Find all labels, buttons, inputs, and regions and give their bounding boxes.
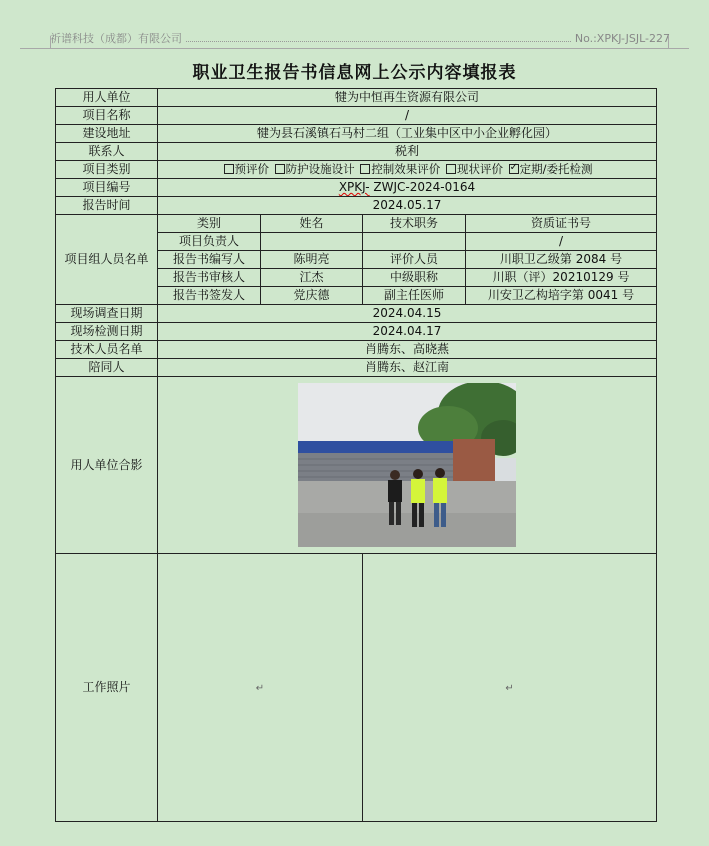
- team-name[interactable]: 陈明亮: [261, 251, 363, 269]
- project-no-label: 项目编号: [56, 179, 158, 197]
- team-cert[interactable]: 川职（评）20210129 号: [466, 269, 657, 287]
- team-role: 项目负责人: [158, 233, 261, 251]
- checkbox-icon[interactable]: [275, 164, 285, 174]
- employer-label: 用人单位: [56, 89, 158, 107]
- team-title[interactable]: [363, 233, 466, 251]
- row-category: [56, 161, 657, 179]
- category-option-protective-design[interactable]: 防护设施设计: [273, 162, 355, 176]
- row-employer: [56, 89, 657, 107]
- header-company: 祈谱科技（成都）有限公司: [50, 32, 182, 45]
- checked-checkbox-icon[interactable]: [509, 164, 519, 174]
- team-name[interactable]: 江杰: [261, 269, 363, 287]
- project-no-value[interactable]: XPKJ- ZWJC-2024-0164: [158, 179, 657, 197]
- category-options: [158, 161, 657, 179]
- row-work-photos: [56, 554, 657, 822]
- team-header-cert: 资质证书号: [466, 215, 657, 233]
- team-cert[interactable]: /: [466, 233, 657, 251]
- team-name[interactable]: 党庆德: [261, 287, 363, 305]
- row-project-no: [56, 179, 657, 197]
- team-header-row: [56, 215, 657, 233]
- disclosure-form-table: [55, 88, 657, 822]
- category-label: 项目类别: [56, 161, 158, 179]
- team-role: 报告书审核人: [158, 269, 261, 287]
- row-report-time: [56, 197, 657, 215]
- row-address: [56, 125, 657, 143]
- checkbox-icon[interactable]: [360, 164, 370, 174]
- contact-value[interactable]: 税利: [158, 143, 657, 161]
- group-photo[interactable]: [298, 383, 516, 547]
- team-title[interactable]: 评价人员: [363, 251, 466, 269]
- site-test-label: 现场检测日期: [56, 323, 158, 341]
- row-project-name: [56, 107, 657, 125]
- page-title: 职业卫生报告书信息网上公示内容填报表: [192, 63, 517, 83]
- team-role: 报告书签发人: [158, 287, 261, 305]
- address-label: 建设地址: [56, 125, 158, 143]
- work-photo-label: 工作照片: [56, 554, 158, 822]
- category-option-status-eval[interactable]: 现状评价: [444, 162, 503, 176]
- escort-label: 陪同人: [56, 359, 158, 377]
- report-time-label: 报告时间: [56, 197, 158, 215]
- work-photo-slot-left[interactable]: ↵: [158, 554, 363, 822]
- header-dots: [186, 34, 571, 42]
- group-photo-image: [298, 383, 516, 547]
- tech-staff-label: 技术人员名单: [56, 341, 158, 359]
- work-photo-slot-right[interactable]: ↵: [363, 554, 657, 822]
- row-tech-staff: [56, 341, 657, 359]
- checkbox-icon[interactable]: [446, 164, 456, 174]
- row-site-test: [56, 323, 657, 341]
- team-header-name: 姓名: [261, 215, 363, 233]
- page-header: [50, 30, 670, 46]
- employer-value[interactable]: 犍为中恒再生资源有限公司: [158, 89, 657, 107]
- site-survey-label: 现场调查日期: [56, 305, 158, 323]
- project-name-value[interactable]: /: [158, 107, 657, 125]
- checkbox-icon[interactable]: [224, 164, 234, 174]
- team-cert[interactable]: 川安卫乙构培字第 0041 号: [466, 287, 657, 305]
- team-name[interactable]: [261, 233, 363, 251]
- header-doc-no: No.:XPKJ-JSJL-227: [574, 31, 670, 45]
- address-value[interactable]: 犍为县石溪镇石马村二组（工业集中区中小企业孵化园）: [158, 125, 657, 143]
- header-corner-right: [668, 36, 679, 48]
- row-escort: [56, 359, 657, 377]
- contact-label: 联系人: [56, 143, 158, 161]
- team-role: 报告书编写人: [158, 251, 261, 269]
- row-site-survey: [56, 305, 657, 323]
- site-survey-value[interactable]: 2024.04.15: [158, 305, 657, 323]
- team-title[interactable]: 中级职称: [363, 269, 466, 287]
- group-photo-cell[interactable]: [158, 377, 657, 554]
- category-option-periodic-test[interactable]: ✓ 定期/委托检测: [507, 162, 593, 176]
- team-header-category: 类别: [158, 215, 261, 233]
- report-time-value[interactable]: 2024.05.17: [158, 197, 657, 215]
- row-contact: [56, 143, 657, 161]
- header-corner-left: [40, 36, 51, 48]
- header-rule: [20, 48, 689, 49]
- project-name-label: 项目名称: [56, 107, 158, 125]
- team-header-title: 技术职务: [363, 215, 466, 233]
- group-photo-label: 用人单位合影: [56, 377, 158, 554]
- escort-value[interactable]: 肖腾东、赵江南: [158, 359, 657, 377]
- team-label: 项目组人员名单: [56, 215, 158, 305]
- site-test-value[interactable]: 2024.04.17: [158, 323, 657, 341]
- category-option-control-effect[interactable]: 控制效果评价: [358, 162, 440, 176]
- tech-staff-value[interactable]: 肖腾东、高晓燕: [158, 341, 657, 359]
- team-title[interactable]: 副主任医师: [363, 287, 466, 305]
- row-group-photo: [56, 377, 657, 554]
- team-cert[interactable]: 川职卫乙级第 2084 号: [466, 251, 657, 269]
- category-option-pre-eval[interactable]: 预评价: [222, 162, 270, 176]
